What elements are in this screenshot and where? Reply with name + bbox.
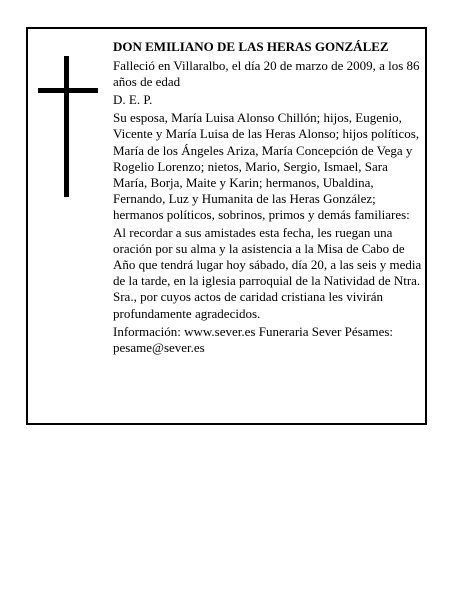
cross-icon (38, 56, 98, 197)
deceased-name: DON EMILIANO DE LAS HERAS GONZÁLEZ (113, 39, 389, 54)
family-list: Su esposa, María Luisa Alonso Chillón; hijos, Eugenio, Vicente y María Luisa de las Heras Alonso; hijos políticos, María de los Ángeles Ariza, María Concepción de Vega y Rogelio Lorenzo; nietos, Mario, Sergio, Ismael, Sara María, Borja, Maite y Karin; hermanos, Ubaldina, Fernando, Luz y Humanita de las Heras González; hermanos políticos, sobrinos, primos y demás familiares: (113, 110, 420, 222)
notice-text-block (113, 39, 425, 356)
cross-vertical-bar (64, 56, 69, 197)
death-info: Falleció en Villaralbo, el día 20 de marzo de 2009, a los 86 años de edad (113, 58, 420, 90)
mass-invitation: Al recordar a sus amistades esta fecha, les ruegan una oración por su alma y la asistencia a la Misa de Cabo de Año que tendrá lugar hoy sábado, día 20, a las seis y media de la tarde, en la iglesia parroquial de la Natividad de Ntra. Sra., por cuyos actos de caridad cristiana les vivirán profundamente agradecidos. (113, 225, 422, 321)
contact-info: Información: www.sever.es Funeraria Sever Pésames: pesame@sever.es (113, 323, 394, 355)
obituary-notice (26, 27, 427, 425)
rip-text: D. E. P. (113, 92, 153, 108)
cross-horizontal-bar (38, 88, 98, 93)
